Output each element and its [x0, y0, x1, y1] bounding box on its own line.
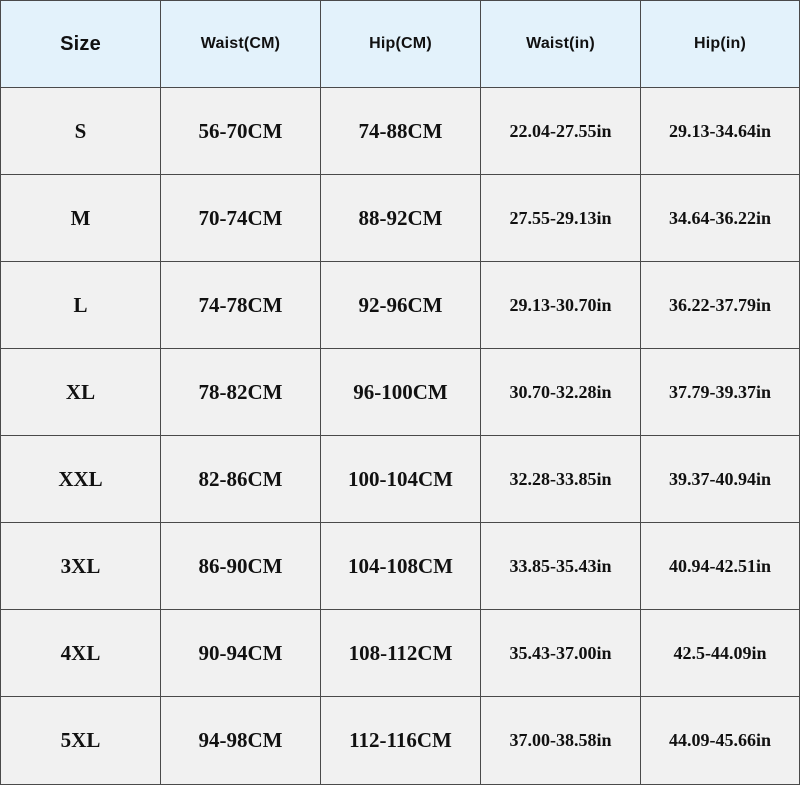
waist-cm-cell: 78-82CM — [161, 349, 321, 436]
hip-cm-cell: 108-112CM — [321, 610, 481, 697]
hip-in-cell: 40.94-42.51in — [641, 523, 799, 610]
hip-in-cell: 42.5-44.09in — [641, 610, 799, 697]
size-cell: S — [1, 88, 161, 175]
hip-cm-cell: 100-104CM — [321, 436, 481, 523]
size-cell: 4XL — [1, 610, 161, 697]
hip-cm-cell: 112-116CM — [321, 697, 481, 784]
header-waist-cm: Waist(CM) — [161, 1, 321, 88]
waist-cm-cell: 82-86CM — [161, 436, 321, 523]
waist-in-cell: 33.85-35.43in — [481, 523, 641, 610]
waist-in-cell: 29.13-30.70in — [481, 262, 641, 349]
waist-in-cell: 27.55-29.13in — [481, 175, 641, 262]
size-cell: L — [1, 262, 161, 349]
hip-in-cell: 36.22-37.79in — [641, 262, 799, 349]
waist-cm-cell: 90-94CM — [161, 610, 321, 697]
hip-in-cell: 37.79-39.37in — [641, 349, 799, 436]
hip-cm-cell: 88-92CM — [321, 175, 481, 262]
size-cell: 5XL — [1, 697, 161, 784]
header-waist-in: Waist(in) — [481, 1, 641, 88]
hip-cm-cell: 104-108CM — [321, 523, 481, 610]
waist-in-cell: 30.70-32.28in — [481, 349, 641, 436]
hip-in-cell: 39.37-40.94in — [641, 436, 799, 523]
hip-cm-cell: 96-100CM — [321, 349, 481, 436]
hip-cm-cell: 74-88CM — [321, 88, 481, 175]
size-cell: 3XL — [1, 523, 161, 610]
waist-in-cell: 37.00-38.58in — [481, 697, 641, 784]
header-hip-in: Hip(in) — [641, 1, 799, 88]
size-cell: M — [1, 175, 161, 262]
waist-in-cell: 22.04-27.55in — [481, 88, 641, 175]
header-size: Size — [1, 1, 161, 88]
waist-in-cell: 35.43-37.00in — [481, 610, 641, 697]
hip-in-cell: 44.09-45.66in — [641, 697, 799, 784]
waist-cm-cell: 56-70CM — [161, 88, 321, 175]
waist-cm-cell: 86-90CM — [161, 523, 321, 610]
header-hip-cm: Hip(CM) — [321, 1, 481, 88]
hip-cm-cell: 92-96CM — [321, 262, 481, 349]
hip-in-cell: 29.13-34.64in — [641, 88, 799, 175]
size-cell: XL — [1, 349, 161, 436]
hip-in-cell: 34.64-36.22in — [641, 175, 799, 262]
waist-in-cell: 32.28-33.85in — [481, 436, 641, 523]
waist-cm-cell: 74-78CM — [161, 262, 321, 349]
size-cell: XXL — [1, 436, 161, 523]
waist-cm-cell: 70-74CM — [161, 175, 321, 262]
waist-cm-cell: 94-98CM — [161, 697, 321, 784]
